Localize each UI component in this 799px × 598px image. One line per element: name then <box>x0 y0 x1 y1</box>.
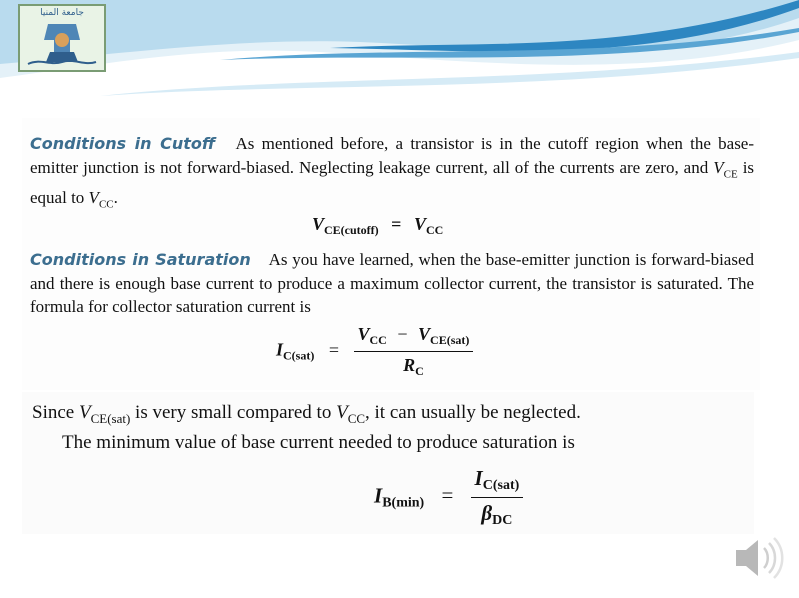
speaker-icon[interactable] <box>730 532 784 584</box>
eq3-numerator <box>471 466 524 497</box>
eq2-num-b-sub: CE(sat) <box>430 333 470 347</box>
since-text-c: , it can usually be neglected. <box>365 402 581 423</box>
eq2-den: R <box>403 355 416 375</box>
eq1-rhs-sub: CC <box>425 223 444 237</box>
equation-ib-min <box>374 466 523 529</box>
eq2-num-b: V <box>418 324 431 344</box>
cutoff-mid-text: is equal to <box>30 157 755 208</box>
cutoff-var-vce-sub: CE <box>723 167 738 180</box>
eq2-num-a-sub: CC <box>369 333 387 347</box>
header-wave-band <box>0 0 799 110</box>
eq2-fraction <box>354 324 474 379</box>
textbook-excerpt-2 <box>22 392 754 534</box>
eq2-denominator <box>354 352 474 379</box>
since-text-a: Since <box>32 402 75 423</box>
cutoff-var-vce: V <box>713 157 724 177</box>
eq2-numerator <box>354 324 474 351</box>
eq1-rhs: V <box>413 214 426 234</box>
eq3-num-sub: C(sat) <box>482 478 520 493</box>
since-var-vce-sub: CE(sat) <box>90 410 131 426</box>
equation-vce-cutoff <box>312 214 443 238</box>
university-logo <box>18 4 106 72</box>
eq2-op: = <box>328 339 339 360</box>
eq1-lhs-sub: CE(cutoff) <box>324 223 379 237</box>
eq2-lhs: I <box>276 339 284 360</box>
eq2-den-sub: C <box>415 364 424 378</box>
since-line-2: The minimum value of base current needed to produce saturation is <box>62 432 575 453</box>
cutoff-end: . <box>113 188 118 208</box>
eq2-lhs-sub: C(sat) <box>283 348 315 363</box>
eq1-op: = <box>391 214 402 234</box>
cutoff-text: As mentioned before, a transistor is in the cutoff region when the base-emitter junction is not forward-biased. Neglecting leakage current, all of the currents are zero, and <box>30 134 755 177</box>
cutoff-title: Conditions in Cutoff <box>30 134 216 153</box>
cutoff-var-vcc: V <box>88 188 99 208</box>
since-text-b: is very small compared to <box>135 402 332 423</box>
saturation-title: Conditions in Saturation <box>30 250 251 269</box>
eq2-num-op: − <box>397 324 408 344</box>
since-var-vcc: V <box>336 402 348 423</box>
cutoff-var-vcc-sub: CC <box>98 198 114 211</box>
eq2-num-a: V <box>357 324 370 344</box>
eq3-lhs-sub: B(min) <box>382 495 425 511</box>
textbook-excerpt-1 <box>22 118 760 390</box>
eq1-lhs: V <box>312 214 325 234</box>
eq3-lhs: I <box>374 483 383 508</box>
eq3-op: = <box>441 483 454 508</box>
eq3-denominator <box>471 498 524 529</box>
eq3-den: β <box>481 501 493 525</box>
logo-text: جامعة المنيا <box>40 8 84 18</box>
eq3-fraction <box>471 466 524 529</box>
cutoff-paragraph <box>30 132 754 217</box>
saturation-text: As you have learned, when the base-emitter junction is forward-biased and there is enough base current to produce a maximum collector current, the transistor is saturated. The formula for collector saturation current is <box>30 250 755 316</box>
since-var-vce: V <box>78 402 91 423</box>
eq3-den-sub: DC <box>492 513 513 528</box>
saturation-paragraph <box>30 248 754 319</box>
eq3-num: I <box>474 466 483 490</box>
since-var-vcc-sub: CC <box>347 410 366 426</box>
equation-ic-sat <box>276 324 473 379</box>
